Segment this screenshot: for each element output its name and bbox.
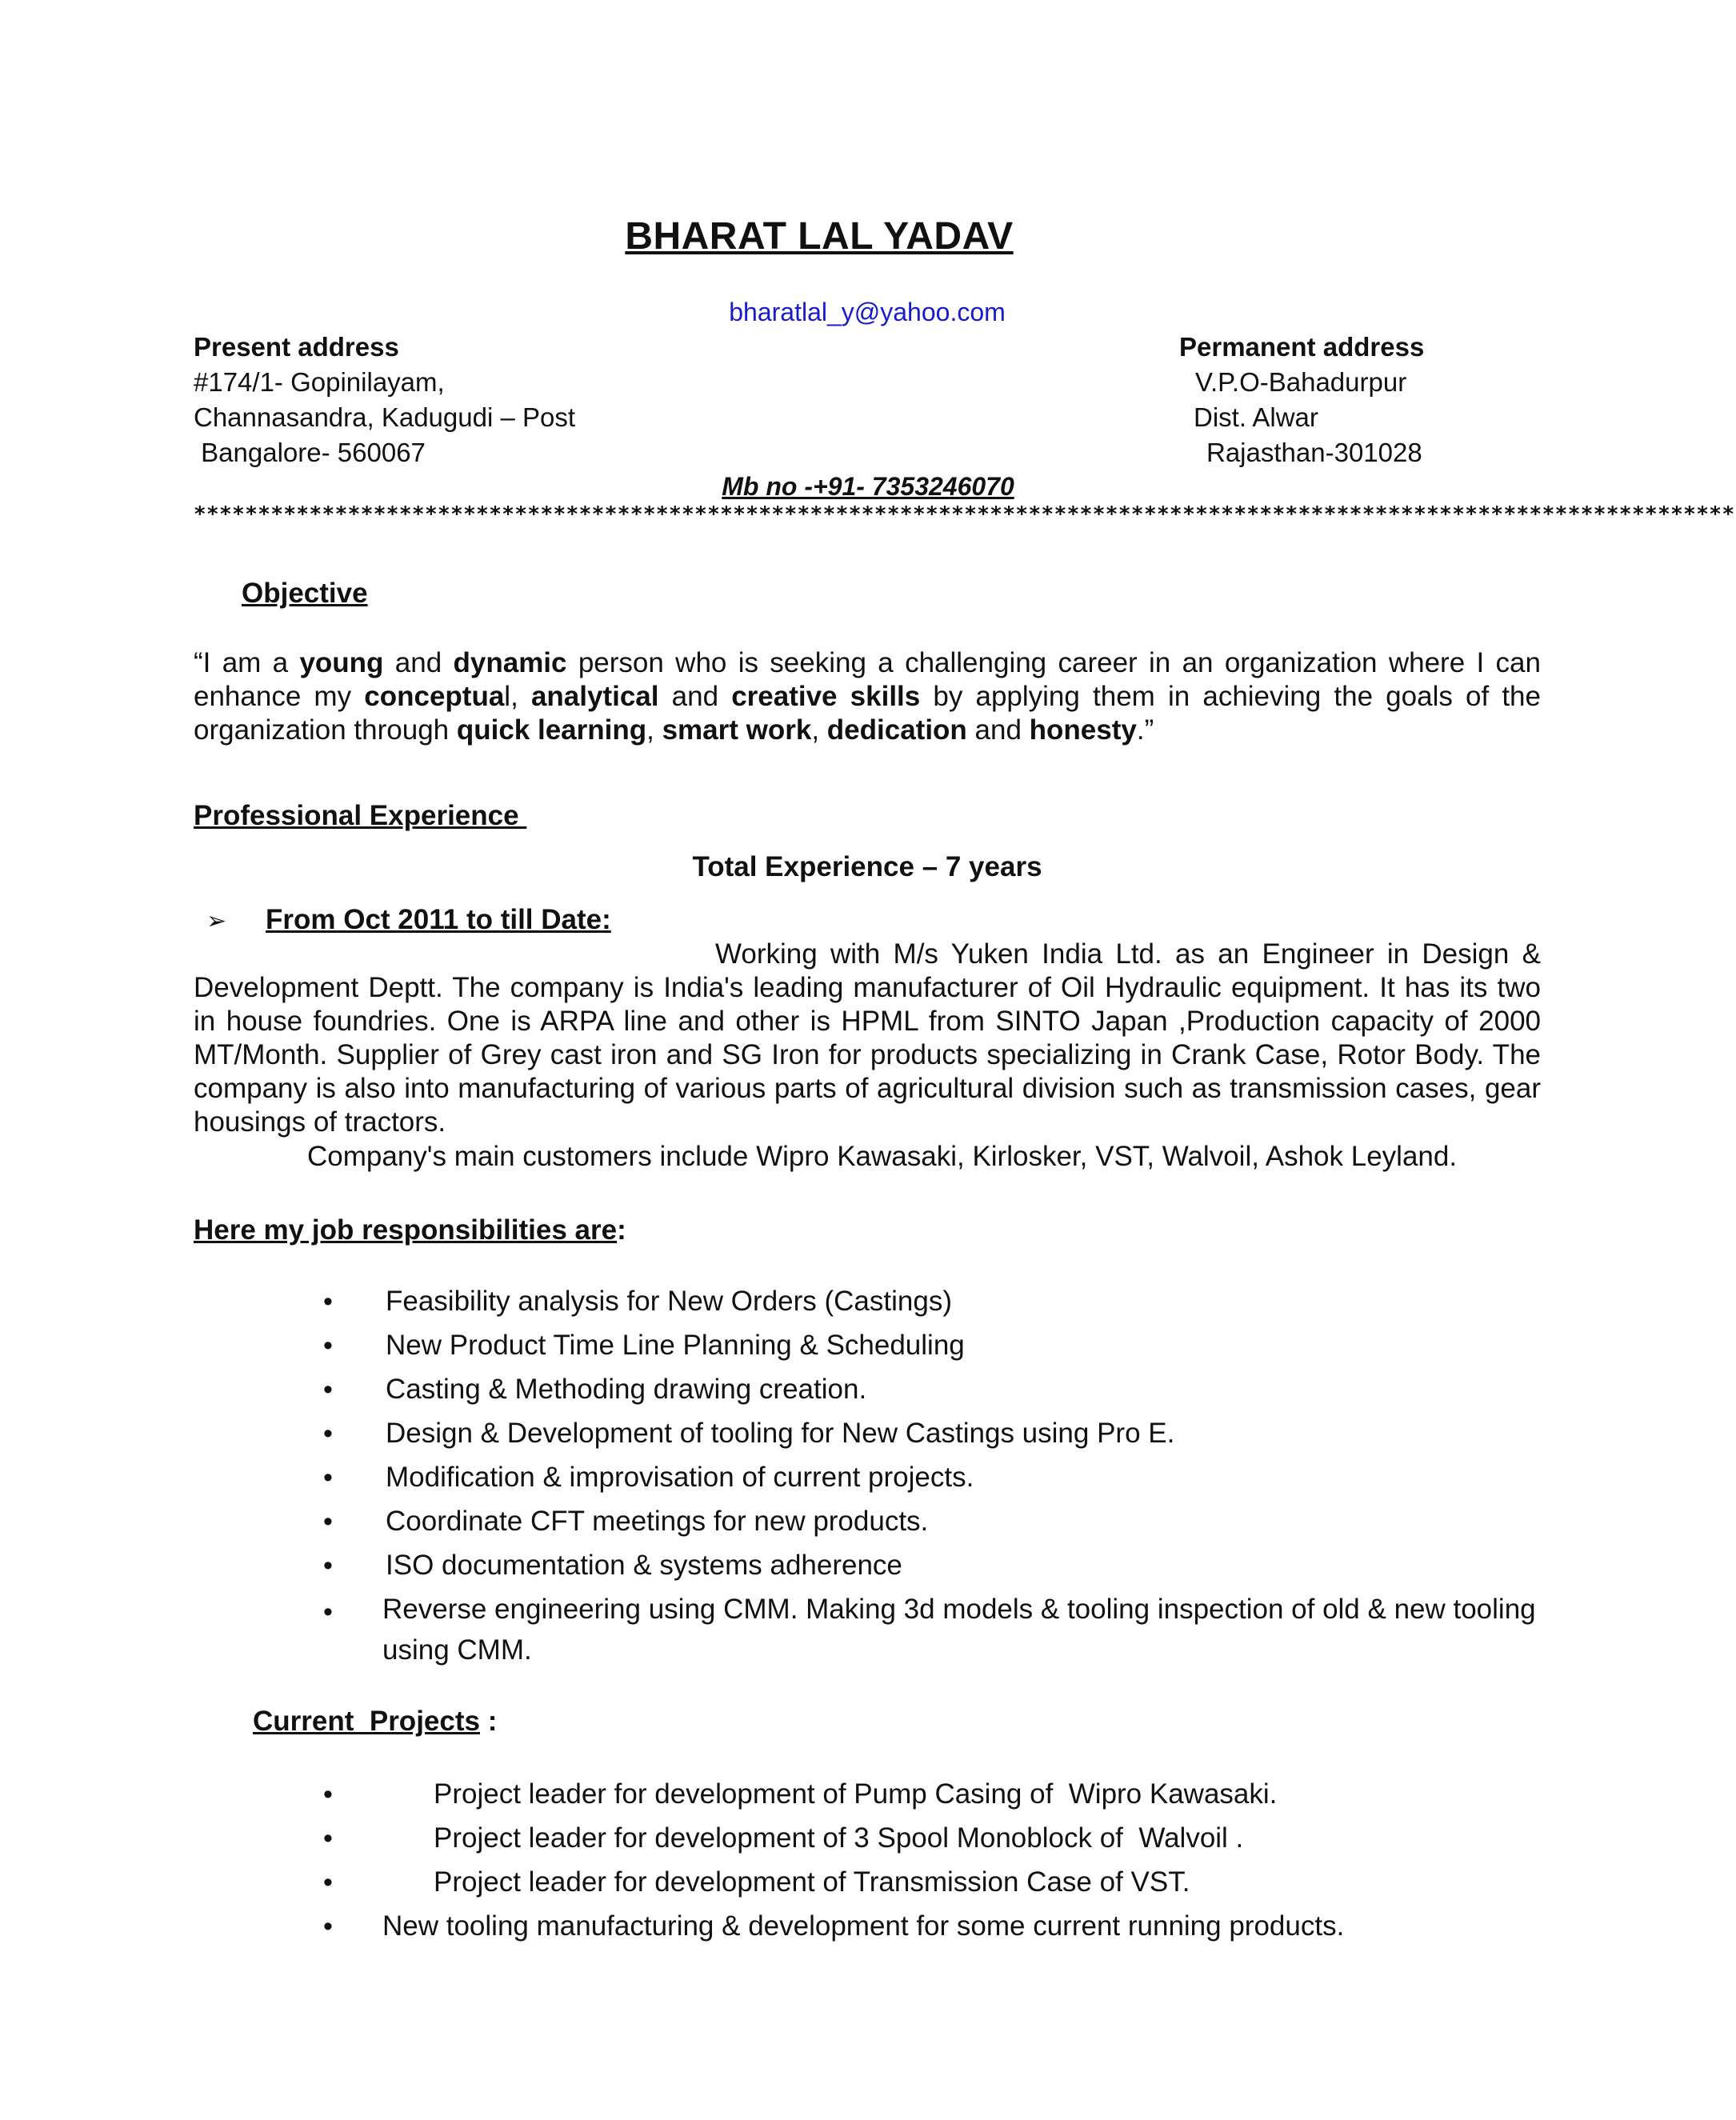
- bullet-icon: •: [323, 1418, 333, 1449]
- present-address-line: #174/1- Gopinilayam,: [194, 367, 445, 397]
- present-address-line: Bangalore- 560067: [194, 438, 426, 467]
- objective-heading: Objective: [242, 578, 368, 609]
- permanent-address-line: Rajasthan-301028: [1206, 438, 1422, 467]
- list-item: • Coordinate CFT meetings for new products.: [323, 1506, 929, 1537]
- candidate-name: BHARAT LAL YADAV: [625, 215, 1014, 258]
- list-item: • Project leader for development of Pump Casing of Wipro Kawasaki.: [323, 1778, 1278, 1810]
- bullet-icon: •: [323, 1506, 333, 1537]
- period-label: From Oct 2011 to till Date:: [266, 904, 611, 935]
- experience-period: [206, 904, 611, 936]
- bullet-icon: •: [323, 1286, 333, 1317]
- present-address: [194, 330, 575, 470]
- objective-text: “I am a young and dynamic person who is seeking a challenging career in an organization where I can enhance my conceptual, analytical and creative skills by applying them in achieving the goals of the organization through quick learning, smart work, dedication and honesty.”: [194, 647, 1541, 746]
- list-item: • Modification & improvisation of current projects.: [323, 1462, 974, 1493]
- list-item: • Casting & Methoding drawing creation.: [323, 1374, 867, 1405]
- list-item: • New tooling manufacturing & development for some current running products.: [323, 1910, 1345, 1942]
- list-item: • Design & Development of tooling for New Castings using Pro E.: [323, 1418, 1175, 1449]
- email-link[interactable]: bharatlal_y@yahoo.com: [729, 298, 1006, 326]
- bullet-icon: •: [323, 1823, 333, 1854]
- bullet-icon: •: [323, 1330, 333, 1361]
- list-item: • ISO documentation & systems adherence: [323, 1550, 902, 1581]
- projects-list: [323, 1778, 1547, 1954]
- customers-text: Company's main customers include Wipro Kawasaki, Kirlosker, VST, Walvoil, Ashok Leyland.: [307, 1141, 1458, 1172]
- bullet-icon: •: [323, 1779, 333, 1810]
- mobile-number: Mb no -+91- 7353246070: [722, 472, 1014, 501]
- responsibilities-heading: Here my job responsibilities are:: [194, 1214, 626, 1246]
- list-item: • Project leader for development of Transmission Case of VST.: [323, 1866, 1190, 1898]
- total-experience: Total Experience – 7 years: [692, 851, 1042, 882]
- permanent-address-line: Dist. Alwar: [1194, 402, 1318, 432]
- arrow-bullet-icon: ➢: [206, 908, 227, 934]
- permanent-address: [1179, 330, 1424, 470]
- present-address-heading: Present address: [194, 332, 399, 362]
- list-item: • Reverse engineering using CMM. Making 3d models & tooling inspection of old & new tooling using CMM.: [323, 1594, 1536, 1666]
- experience-heading: Professional Experience: [194, 800, 527, 831]
- company-description: [194, 938, 1541, 1139]
- bullet-icon: •: [323, 1550, 333, 1581]
- bullet-icon: •: [323, 1911, 333, 1942]
- permanent-address-heading: Permanent address: [1179, 332, 1425, 362]
- permanent-address-line: V.P.O-Bahadurpur: [1195, 367, 1407, 397]
- separator-line: ************************************************************************************************************************: [194, 502, 1735, 526]
- bullet-icon: •: [323, 1462, 333, 1493]
- responsibilities-list: [323, 1285, 1547, 1681]
- list-item: • Project leader for development of 3 Spool Monoblock of Walvoil .: [323, 1822, 1244, 1854]
- list-item: • New Product Time Line Planning & Scheduling: [323, 1330, 965, 1361]
- present-address-line: Channasandra, Kadugudi – Post: [194, 402, 576, 432]
- projects-heading: Current Projects :: [253, 1706, 498, 1737]
- bullet-icon: •: [323, 1597, 333, 1627]
- list-item: • Feasibility analysis for New Orders (Castings): [323, 1286, 952, 1317]
- company-text: Working with M/s Yuken India Ltd. as an Engineer in Design & Development Deptt. The company is India's leading manufacturer of Oil Hydraulic equipment. It has its two in house foundries. One is ARPA line and other is HPML from SINTO Japan ,Production capacity of 2000 MT/Month. Supplier of Grey cast iron and SG Iron for products specializing in Crank Case, Rotor Body. The company is also into manufacturing of various parts of agricultural division such as transmission cases, gear housings of tractors.: [194, 938, 1541, 1138]
- bullet-icon: •: [323, 1867, 333, 1898]
- bullet-icon: •: [323, 1374, 333, 1405]
